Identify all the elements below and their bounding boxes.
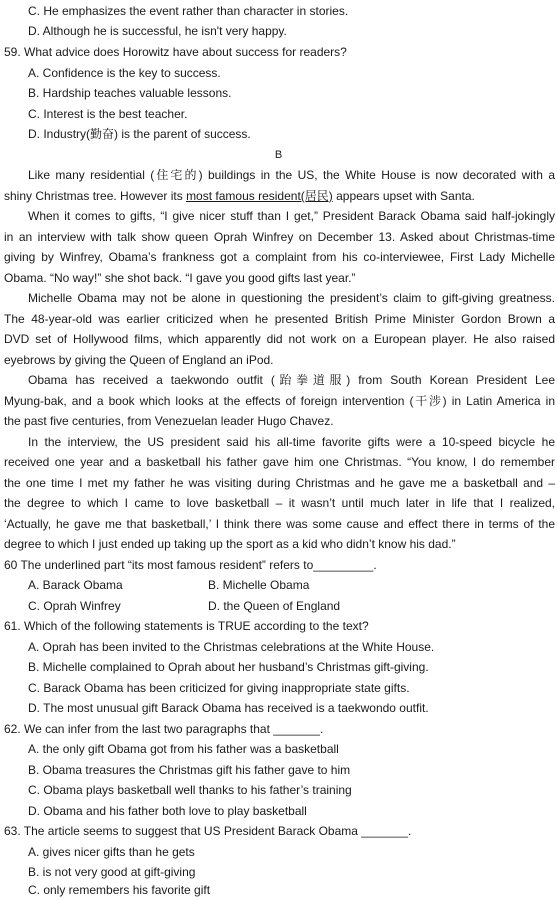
section-label: B (274, 149, 283, 161)
passage-line: in an interview with talk show queen Oprah Winfrey on December 13. Asked about Christmas-time (4, 230, 555, 244)
q61-option-d: D. The most unusual gift Barack Obama has received is a taekwondo outfit. (28, 701, 429, 715)
passage-line: received one year and a basketball his father gave him one Christmas. “You know, I do remember (4, 455, 555, 469)
passage-line: DVD set of Hollywood films, which apparently did not work on a European player. He also raised (4, 332, 555, 346)
q59-option-b: B. Hardship teaches valuable lessons. (28, 86, 232, 100)
q63-option-c: C. only remembers his favorite gift (28, 883, 211, 897)
q60-option-d: D. the Queen of England (208, 599, 341, 613)
passage-line: When it comes to gifts, “I give nicer stuff than I get,” President Barack Obama said half-jokingly (28, 209, 555, 223)
passage-line: Obama has received a taekwondo outfit (跆拳道服) from South Korean President Lee (28, 373, 555, 387)
passage-line: In the interview, the US president said his all-time favorite gifts were a 10-speed bicycle he (28, 435, 555, 449)
underlined-phrase: most famous resident(居民) (186, 189, 333, 203)
q60-option-b: B. Michelle Obama (208, 578, 310, 592)
q59-stem: 59. What advice does Horowitz have about success for readers? (4, 45, 347, 59)
passage-line: The 48-year-old was earlier criticized when he presented British Prime Minister Gordon Brown a (4, 312, 555, 326)
passage-line: Like many residential (住宅的) buildings in the US, the White House is now decorated with a (28, 168, 555, 182)
q60-options-row-2 (28, 596, 553, 616)
q58-option-d: D. Although he is successful, he isn't very happy. (28, 24, 287, 38)
passage-line: the past five centuries, from Venezuelan leader Hugo Chavez. (4, 414, 334, 428)
passage-line: ‘Actually, he gave me that basketball,’ I think there was some cause and effect there in terms of the (4, 517, 555, 531)
passage-line: Michelle Obama may not be alone in questioning the president’s claim to gift-giving greatness. (28, 291, 555, 305)
q61-option-c: C. Barack Obama has been criticized for giving inappropriate state gifts. (28, 681, 410, 695)
passage-line (4, 186, 555, 206)
q60-options-row-1 (28, 575, 553, 595)
q61-stem: 61. Which of the following statements is TRUE according to the text? (4, 619, 369, 633)
q62-option-b: B. Obama treasures the Christmas gift his father gave to him (28, 763, 351, 777)
passage-line: the degree to which I came to love basketball – it wasn’t until much later in life that I realized, (4, 496, 555, 510)
passage-line: the one time I met my father he was visiting during Christmas and he gave me a basketball and – (4, 476, 555, 490)
q63-stem: 63. The article seems to suggest that US President Barack Obama _______. (4, 824, 412, 838)
q59-option-a: A. Confidence is the key to success. (28, 66, 221, 80)
q58-option-c: C. He emphasizes the event rather than character in stories. (28, 4, 349, 18)
q60-option-a: A. Barack Obama (28, 578, 123, 592)
passage-text: shiny Christmas tree. However its (4, 189, 187, 203)
q62-option-a: A. the only gift Obama got from his father was a basketball (28, 742, 339, 756)
q59-option-c: C. Interest is the best teacher. (28, 107, 188, 121)
q60-stem: 60 The underlined part “its most famous resident” refers to_________. (4, 558, 377, 572)
passage-line: Obama. “No way!” she shot back. “I gave you good gifts last year.” (4, 271, 356, 285)
passage-line: eyebrows by giving the Queen of England an iPod. (4, 353, 274, 367)
passage-line: giving by Winfrey, Obama’s frankness got a complaint from his co-interviewee, First Lady Michelle (4, 250, 555, 264)
q62-option-d: D. Obama and his father both love to play basketball (28, 804, 307, 818)
q63-option-a: A. gives nicer gifts than he gets (28, 845, 195, 859)
q62-option-c: C. Obama plays basketball well thanks to his father’s training (28, 783, 352, 797)
passage-line: Myung-bak, and a book which looks at the effects of foreign intervention (干涉) in Latin America in (4, 394, 555, 408)
passage-line: degree to which I just ended up taking up the sport as a kid who didn’t know his dad.” (4, 537, 456, 551)
q62-stem: 62. We can infer from the last two paragraphs that _______. (4, 722, 324, 736)
passage-text: appears upset with Santa. (332, 189, 475, 203)
q63-option-b: B. is not very good at gift-giving (28, 865, 196, 879)
q61-option-a: A. Oprah has been invited to the Christmas celebrations at the White House. (28, 640, 435, 654)
q61-option-b: B. Michelle complained to Oprah about her husband’s Christmas gift-giving. (28, 660, 429, 674)
q59-option-d: D. Industry(勤奋) is the parent of success. (28, 127, 251, 141)
q60-option-c: C. Oprah Winfrey (28, 599, 121, 613)
